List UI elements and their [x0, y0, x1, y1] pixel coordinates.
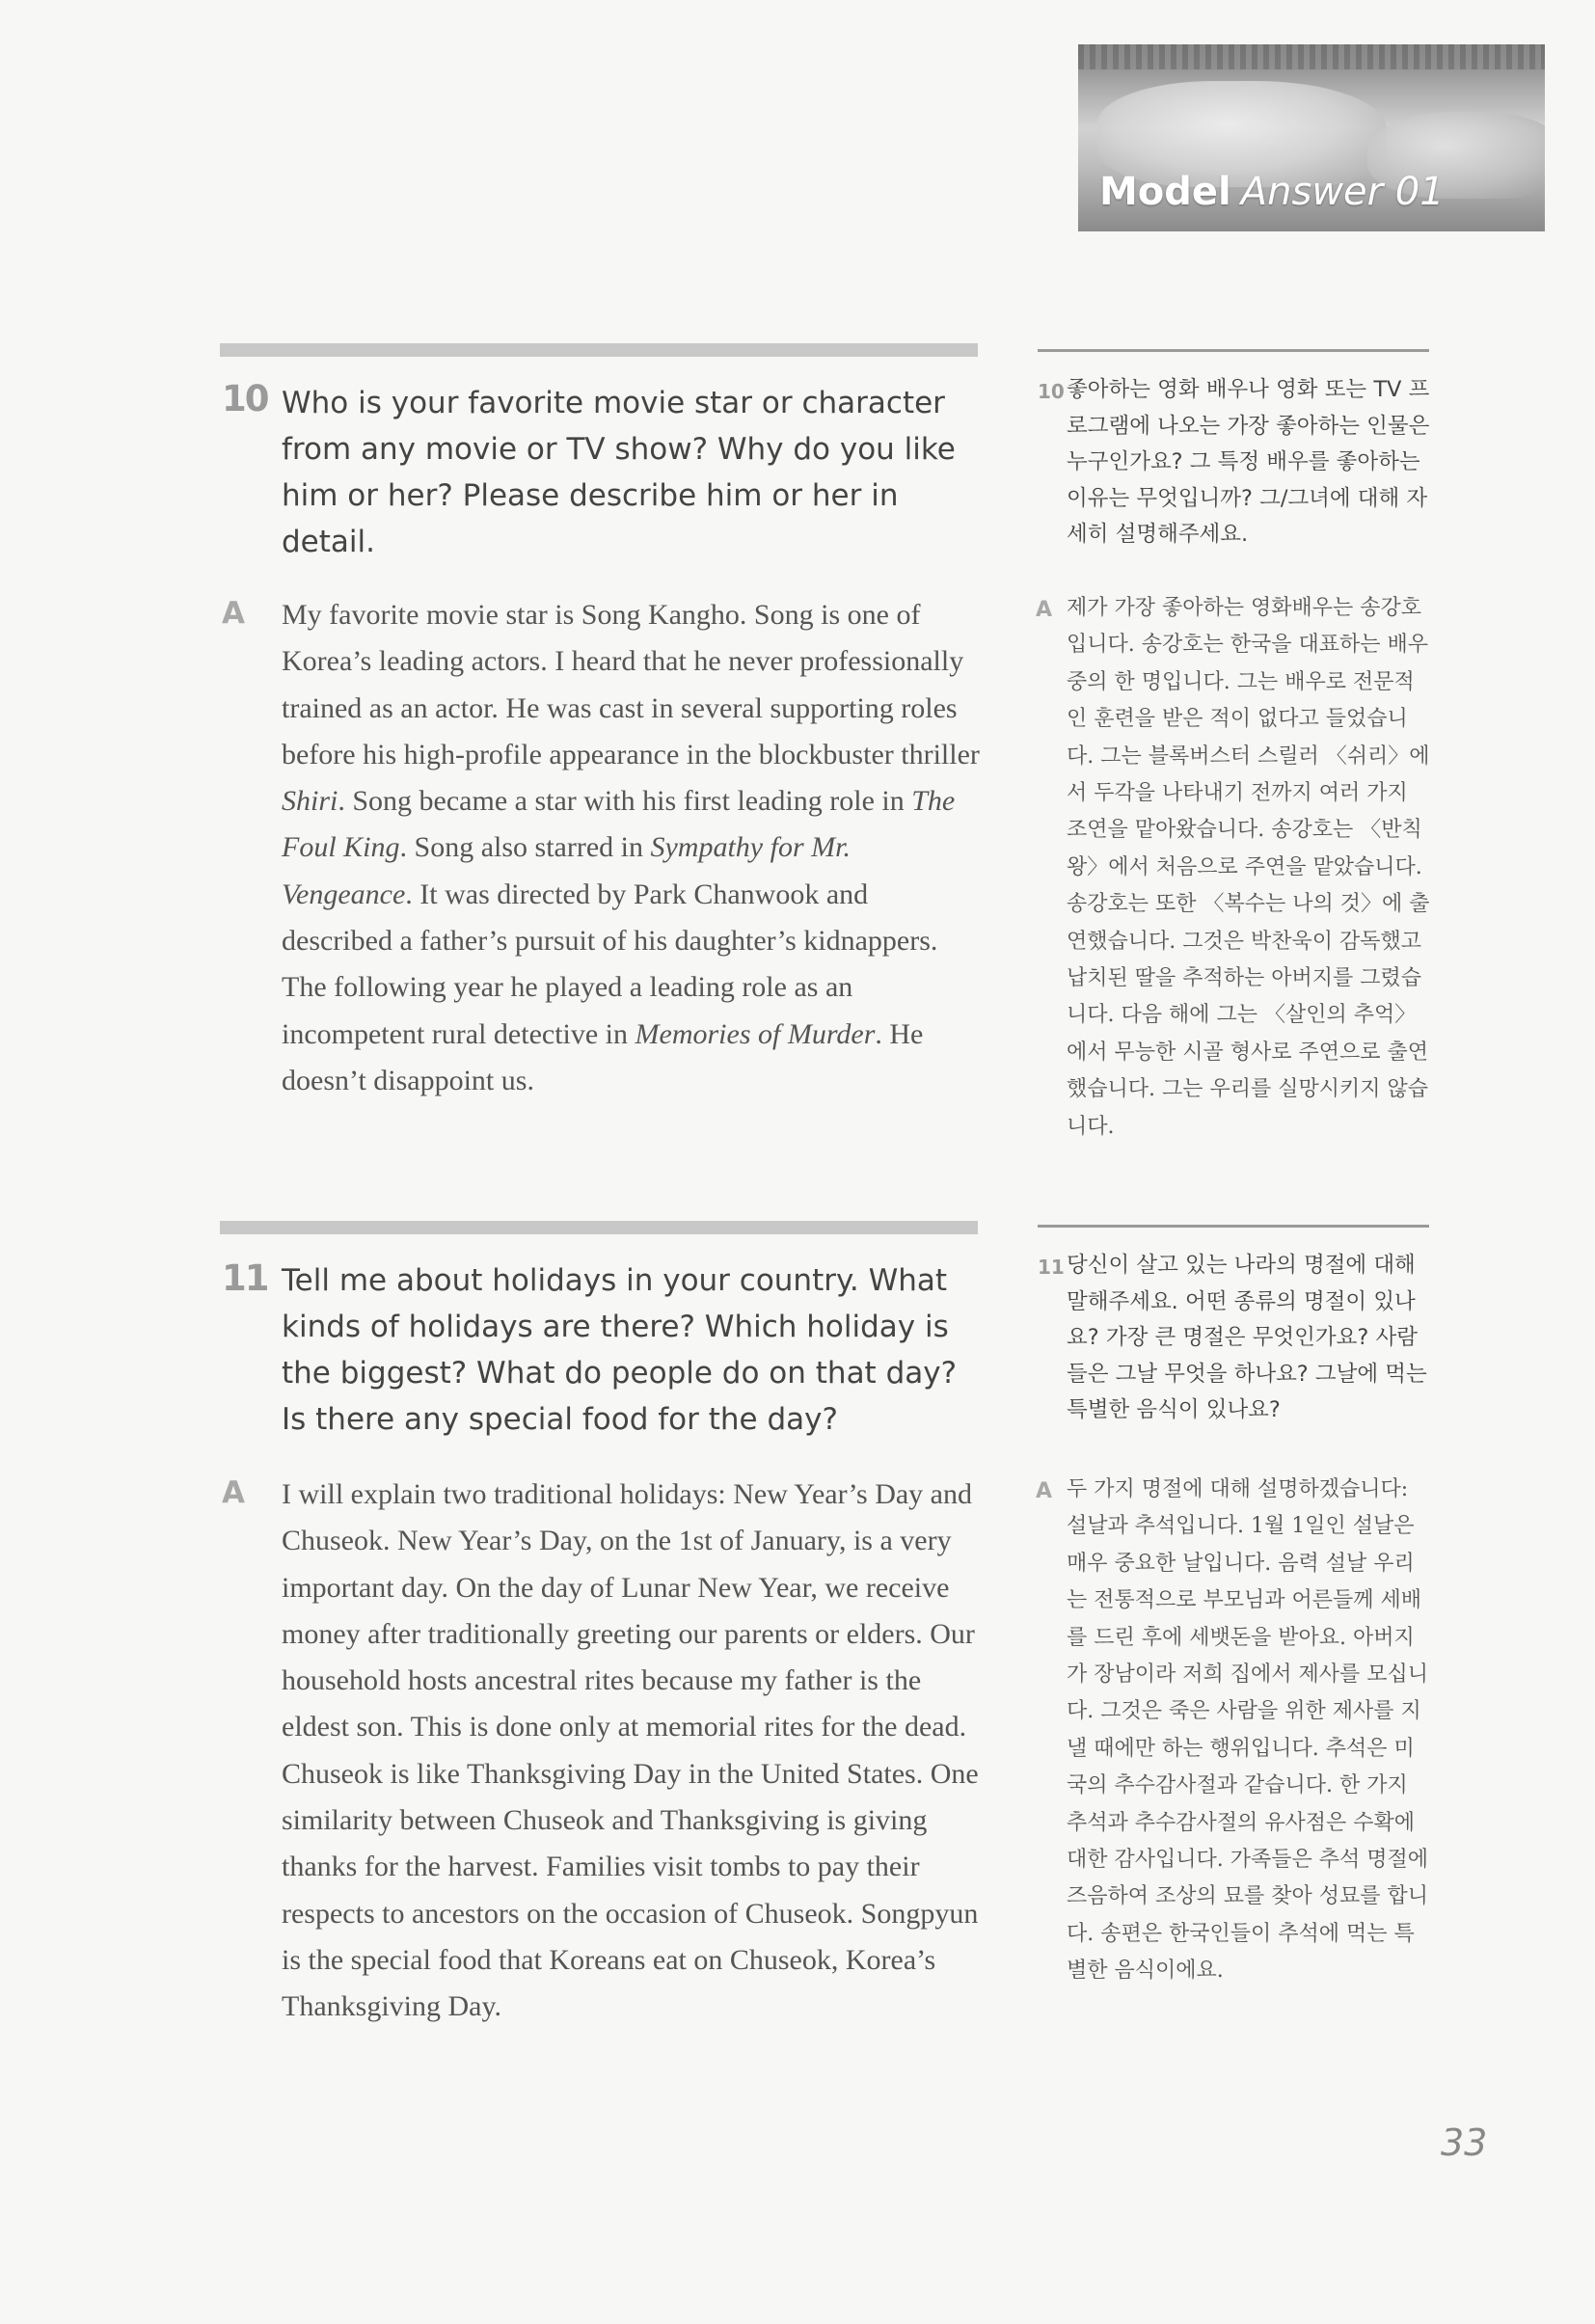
kr-answer-text: 두 가지 명절에 대해 설명하겠습니다: 설날과 추석입니다. 1월 1일인 설날은 매우 중요한 날입니다. 음력 설날 우리는 전통적으로 부모님과 어른들께 세배를 드린 후에 세뱃돈을 받아요. 아버지가 장남이라 저희 집에서 제사를 모십니다. 그것은 죽은 사람을 위한 제사를 지낼 때에만 하는 행위입니다. 추석은 미국의 추수감사절과 같습니다. 한 가지 추석과 추수감사절의 유사점은 수확에 대한 감사입니다. 가족들은 추석 명절에 즈음하여 조상의 묘를 찾아 성묘를 합니다. 송편은 한국인들이 추석에 먹는 특별한 음식이에요.: [1067, 1477, 1428, 1984]
section-divider-right: [1038, 349, 1429, 352]
section-divider-left: [220, 343, 978, 357]
banner-title-light: Answer 01: [1240, 170, 1445, 214]
kr-answer-text: 제가 가장 좋아하는 영화배우는 송강호입니다. 송강호는 한국을 대표하는 배우 중의 한 명입니다. 그는 배우로 전문적인 훈련을 받은 적이 없다고 들었습니다. 그는 블록버스터 스릴러 〈쉬리〉에서 두각을 나타내기 전까지 여러 가지 조연을 맡아왔습니다. 송강호는 〈반칙왕〉에서 처음으로 주연을 맡았습니다. 송강호는 또한 〈복수는 나의 것〉에 출연했습니다. 그것은 박찬욱이 감독했고 납치된 딸을 추적하는 아버지를 그렸습니다. 다음 해에 그는 〈살인의 추억〉에서 무능한 시골 형사로 주연으로 출연했습니다. 그는 우리를 실망시키지 않습니다.: [1067, 596, 1430, 1139]
kr-question-text: 좋아하는 영화 배우나 영화 또는 TV 프로그램에 나오는 가장 좋아하는 인물은 누구인가요? 그 특정 배우를 좋아하는 이유는 무엇입니까? 그/그녀에 대해 자세히 설명해주세요.: [1067, 377, 1430, 547]
answer-text: I will explain two traditional holidays: New Year’s Day and Chuseok. New Year’s Day, on the 1st of January, is a very important day. On the day of Lunar New Year, we receive money after traditionally greeting our parents or elders. Our household hosts ancestral rites because my father is the eldest son. This is done only at memorial rites for the dead. Chuseok is like Thanksgiving Day in the United States. One similarity between Chuseok and Thanksgiving is giving thanks for the harvest. Families visit tombs to pay their respects to ancestors on the occasion of Chuseok. Songpyun is the special food that Koreans eat on Chuseok, Korea’s Thanksgiving Day.: [282, 1478, 979, 2023]
kr-answer-letter: A: [1036, 598, 1053, 622]
kr-question-number: 11: [1038, 1256, 1065, 1279]
kr-question-number: 10: [1038, 380, 1065, 403]
kr-answer-letter: A: [1036, 1479, 1053, 1503]
question-text: Who is your favorite movie star or character from any movie or TV show? Why do you like him or her? Please describe him or her in detail.: [282, 386, 956, 559]
header-banner: [1078, 44, 1545, 231]
question-text: Tell me about holidays in your country. What kinds of holidays are there? Which holiday is the biggest? What do people do on that day? Is there any special food for the day?: [282, 1263, 958, 1437]
section-divider-left: [220, 1221, 978, 1234]
banner-curtain-image: [1078, 44, 1545, 69]
answer-text: My favorite movie star is Song Kangho. Song is one of Korea’s leading actors. I heard that he never professionally trained as an actor. He was cast in several supporting roles before his high-profile appearance in the blockbuster thriller Shiri. Song became a star with his first leading role in The Foul King. Song also starred in Sympathy for Mr. Vengeance. It was directed by Park Chanwook and described a father’s pursuit of his daughter’s kidnappers. The following year he played a leading role as an incompetent rural detective in Memories of Murder. He doesn’t disappoint us.: [282, 599, 980, 1096]
section-divider-right: [1038, 1225, 1429, 1228]
kr-question-text: 당신이 살고 있는 나라의 명절에 대해 말해주세요. 어떤 종류의 명절이 있나요? 가장 큰 명절은 무엇인가요? 사람들은 그날 무엇을 하나요? 그날에 먹는 특별한 음식이 있나요?: [1067, 1253, 1427, 1422]
page-number: 33: [1441, 2121, 1488, 2164]
question-number: 10: [222, 378, 268, 419]
question-number: 11: [222, 1257, 268, 1299]
banner-title: [1099, 170, 1445, 214]
banner-title-bold: Model: [1099, 170, 1231, 214]
answer-letter: A: [222, 596, 245, 631]
answer-letter: A: [222, 1475, 245, 1510]
